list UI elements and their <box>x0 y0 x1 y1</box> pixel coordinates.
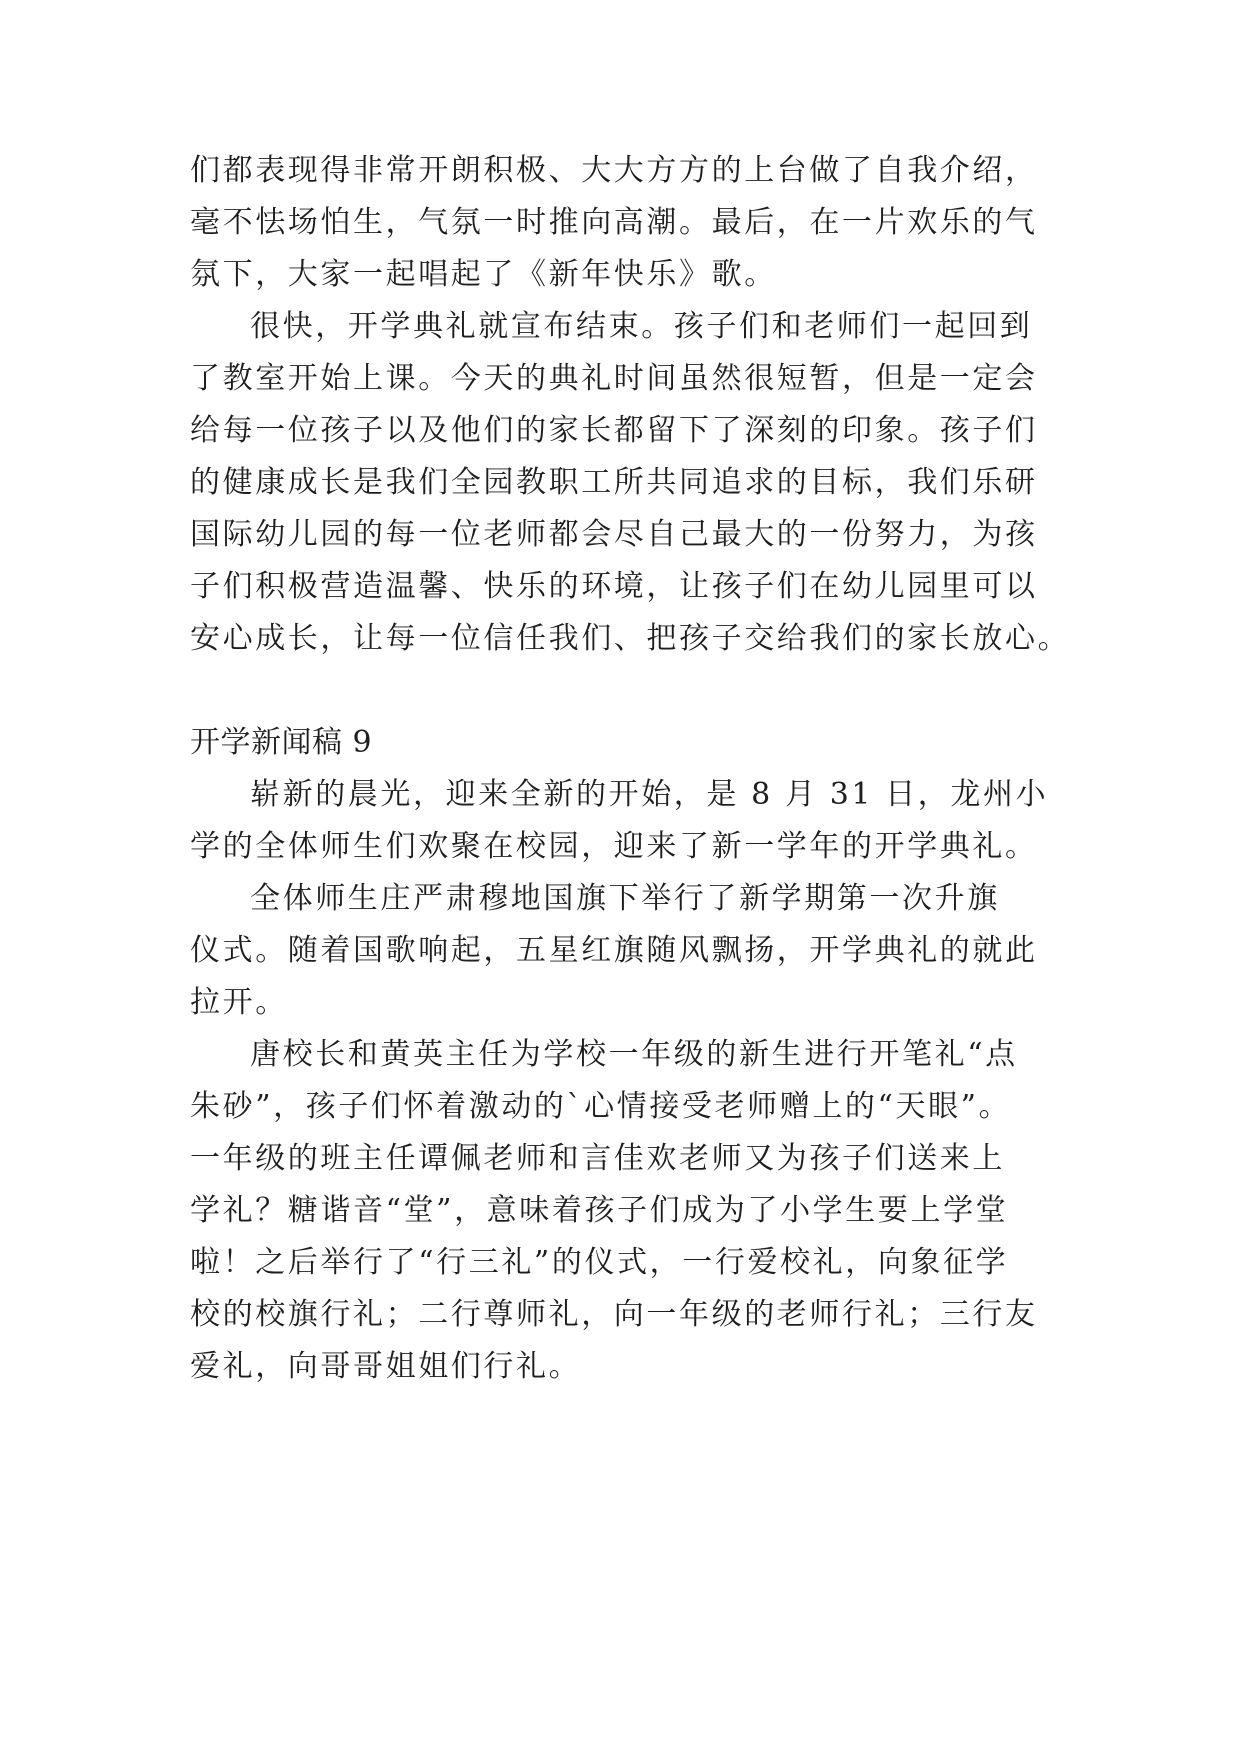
paragraph-line: 啦！之后举行了“行三礼”的仪式，一行爱校礼，向象征学 <box>190 1245 1009 1280</box>
paragraph-line: 了教室开始上课。今天的典礼时间虽然很短暂，但是一定会 <box>190 361 1038 396</box>
paragraph-line: 国际幼儿园的每一位老师都会尽自己最大的一份努力，为孩 <box>190 517 1038 552</box>
paragraph-line: 安心成长，让每一位信任我们、把孩子交给我们的家长放心。 <box>190 621 1071 656</box>
paragraph-line: 很快，开学典礼就宣布结束。孩子们和老师们一起回到 <box>250 309 1033 344</box>
paragraph-line: 仪式。随着国歌响起，五星红旗随风飘扬，开学典礼的就此 <box>190 933 1038 968</box>
paragraph-line: 毫不怯场怕生，气氛一时推向高潮。最后，在一片欢乐的气 <box>190 205 1038 240</box>
paragraph-line: 氛下，大家一起唱起了《新年快乐》歌。 <box>190 257 777 292</box>
paragraph-line: 崭新的晨光，迎来全新的开始，是 8 月 31 日，龙州小 <box>250 777 1049 812</box>
paragraph-line: 的健康成长是我们全园教职工所共同追求的目标，我们乐研 <box>190 465 1038 500</box>
paragraph-line: 校的校旗行礼；二行尊师礼，向一年级的老师行礼；三行友 <box>190 1297 1038 1332</box>
paragraph-line: 学礼？糖谐音“堂”，意味着孩子们成为了小学生要上学堂 <box>190 1193 1009 1228</box>
section-heading: 开学新闻稿 9 <box>190 725 373 760</box>
paragraph-line: 拉开。 <box>190 985 288 1020</box>
paragraph-line: 唐校长和黄英主任为学校一年级的新生进行开笔礼“点 <box>250 1037 1018 1072</box>
paragraph-line: 一年级的班主任谭佩老师和言佳欢老师又为孩子们送来上 <box>190 1141 1005 1176</box>
paragraph-line: 爱礼，向哥哥姐姐们行礼。 <box>190 1349 582 1384</box>
paragraph-line: 们都表现得非常开朗积极、大大方方的上台做了自我介绍， <box>190 153 1038 188</box>
paragraph-line: 朱砂”，孩子们怀着激动的`心情接受老师赠上的“天眼”。 <box>190 1089 1012 1124</box>
paragraph-line: 全体师生庄严肃穆地国旗下举行了新学期第一次升旗 <box>250 881 1000 916</box>
paragraph-line: 学的全体师生们欢聚在校园，迎来了新一学年的开学典礼。 <box>190 829 1038 864</box>
paragraph-line: 给每一位孩子以及他们的家长都留下了深刻的印象。孩子们 <box>190 413 1038 448</box>
paragraph-line: 子们积极营造温馨、快乐的环境，让孩子们在幼儿园里可以 <box>190 569 1038 604</box>
